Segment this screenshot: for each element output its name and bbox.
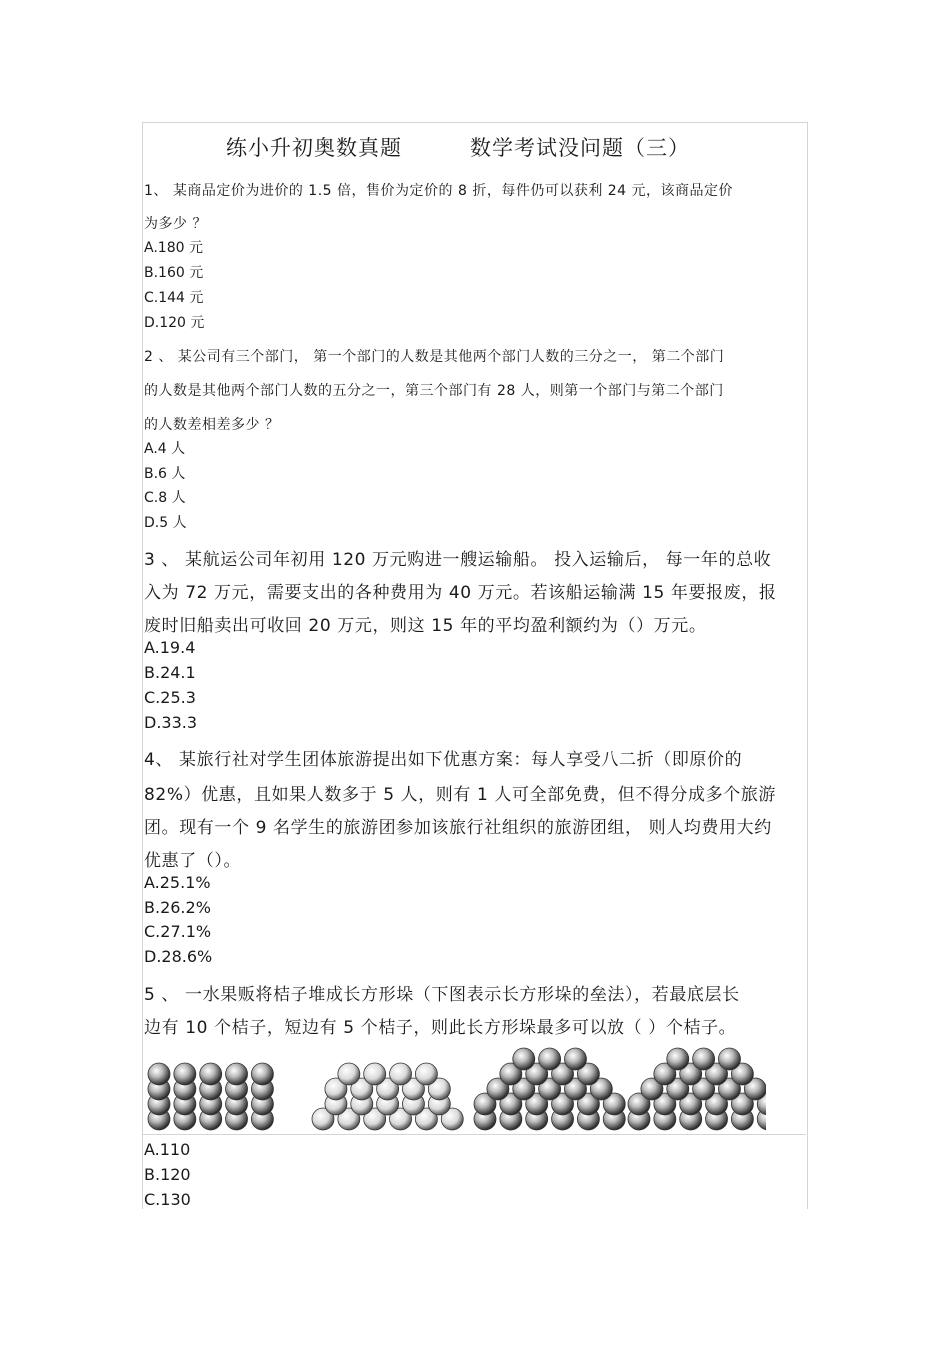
q5-option-b: B.120 bbox=[144, 1165, 191, 1184]
orange-ball bbox=[718, 1048, 740, 1070]
q2-option-b: B.6 人 bbox=[144, 466, 186, 482]
q3-line-2: 入为 72 万元，需要支出的各种费用为 40 万元。若该船运输满 15 年要报废，报 bbox=[144, 583, 777, 603]
q5-line-1: 5 、 一水果贩将桔子堆成长方形垛（下图表示长方形垛的垒法），若最底层长 bbox=[144, 985, 740, 1005]
q1-option-c: C.144 元 bbox=[144, 290, 204, 306]
orange-ball bbox=[513, 1048, 535, 1070]
orange-ball bbox=[251, 1063, 273, 1085]
orange-pile-1 bbox=[148, 1063, 273, 1130]
q3-option-b: B.24.1 bbox=[144, 663, 196, 682]
orange-ball bbox=[226, 1063, 248, 1085]
orange-ball bbox=[338, 1063, 360, 1085]
q3-option-d: D.33.3 bbox=[144, 713, 198, 732]
q1-line-1: 1、 某商品定价为进价的 1.5 倍，售价为定价的 8 折，每件仍可以获利 24 元，该商品定价 bbox=[144, 183, 734, 199]
q5-line-2: 边有 10 个桔子，短边有 5 个桔子，则此长方形垛最多可以放（ ）个桔子。 bbox=[144, 1018, 737, 1038]
q3-option-a: A.19.4 bbox=[144, 638, 196, 657]
orange-ball bbox=[174, 1063, 196, 1085]
q2-line-2: 的人数是其他两个部门人数的五分之一，第三个部门有 28 人，则第一个部门与第二个部门 bbox=[144, 383, 724, 399]
q5-option-a: A.110 bbox=[144, 1140, 191, 1159]
figure-divider bbox=[142, 1134, 806, 1135]
q3-line-1: 3 、 某航运公司年初用 120 万元购进一艘运输船。 投入运输后， 每一年的总收 bbox=[144, 550, 772, 570]
orange-ball bbox=[415, 1063, 437, 1085]
page-title bbox=[142, 132, 806, 162]
q4-option-b: B.26.2% bbox=[144, 898, 211, 917]
q2-option-c: C.8 人 bbox=[144, 490, 186, 506]
q2-line-3: 的人数差相差多少 ？ bbox=[144, 417, 280, 433]
orange-pile-3 bbox=[474, 1048, 625, 1130]
orange-ball bbox=[564, 1048, 586, 1070]
q2-option-d: D.5 人 bbox=[144, 515, 187, 531]
q3-option-c: C.25.3 bbox=[144, 688, 196, 707]
orange-stack-illustration bbox=[144, 1043, 766, 1131]
orange-ball bbox=[390, 1063, 412, 1085]
orange-ball bbox=[364, 1063, 386, 1085]
q2-line-1: 2 、 某公司有三个部门， 第一个部门的人数是其他两个部门人数的三分之一， 第二个部门 bbox=[144, 349, 725, 365]
q4-option-c: C.27.1% bbox=[144, 922, 212, 941]
q4-line-3: 团。现有一个 9 名学生的旅游团参加该旅行社组织的旅游团组， 则人均费用大约 bbox=[144, 818, 772, 838]
title-part-1: 练小升初奥数真题 bbox=[226, 136, 402, 160]
orange-ball bbox=[200, 1063, 222, 1085]
q4-line-4: 优惠了（）。 bbox=[144, 851, 242, 871]
orange-ball bbox=[693, 1048, 715, 1070]
orange-pile-4 bbox=[628, 1048, 766, 1130]
q3-line-3: 废时旧船卖出可收回 20 万元，则这 15 年的平均盈利额约为（）万元。 bbox=[144, 616, 707, 636]
q5-option-c: C.130 bbox=[144, 1190, 191, 1209]
title-part-2: 数学考试没问题（三） bbox=[470, 136, 690, 160]
q2-option-a: A.4 人 bbox=[144, 441, 186, 457]
q1-option-d: D.120 元 bbox=[144, 315, 205, 331]
q4-option-a: A.25.1% bbox=[144, 873, 211, 892]
q1-option-a: A.180 元 bbox=[144, 240, 203, 256]
q4-line-2: 82%）优惠，且如果人数多于 5 人，则有 1 人可全部免费，但不得分成多个旅游 bbox=[144, 785, 777, 805]
orange-ball bbox=[667, 1048, 689, 1070]
q4-option-d: D.28.6% bbox=[144, 947, 213, 966]
q1-option-b: B.160 元 bbox=[144, 265, 204, 281]
orange-ball bbox=[539, 1048, 561, 1070]
q1-line-2: 为多少 ？ bbox=[144, 216, 207, 232]
orange-pile-2 bbox=[312, 1063, 463, 1130]
orange-ball bbox=[148, 1063, 170, 1085]
q4-line-1: 4、 某旅行社对学生团体旅游提出如下优惠方案：每人享受八二折（即原价的 bbox=[144, 750, 743, 770]
